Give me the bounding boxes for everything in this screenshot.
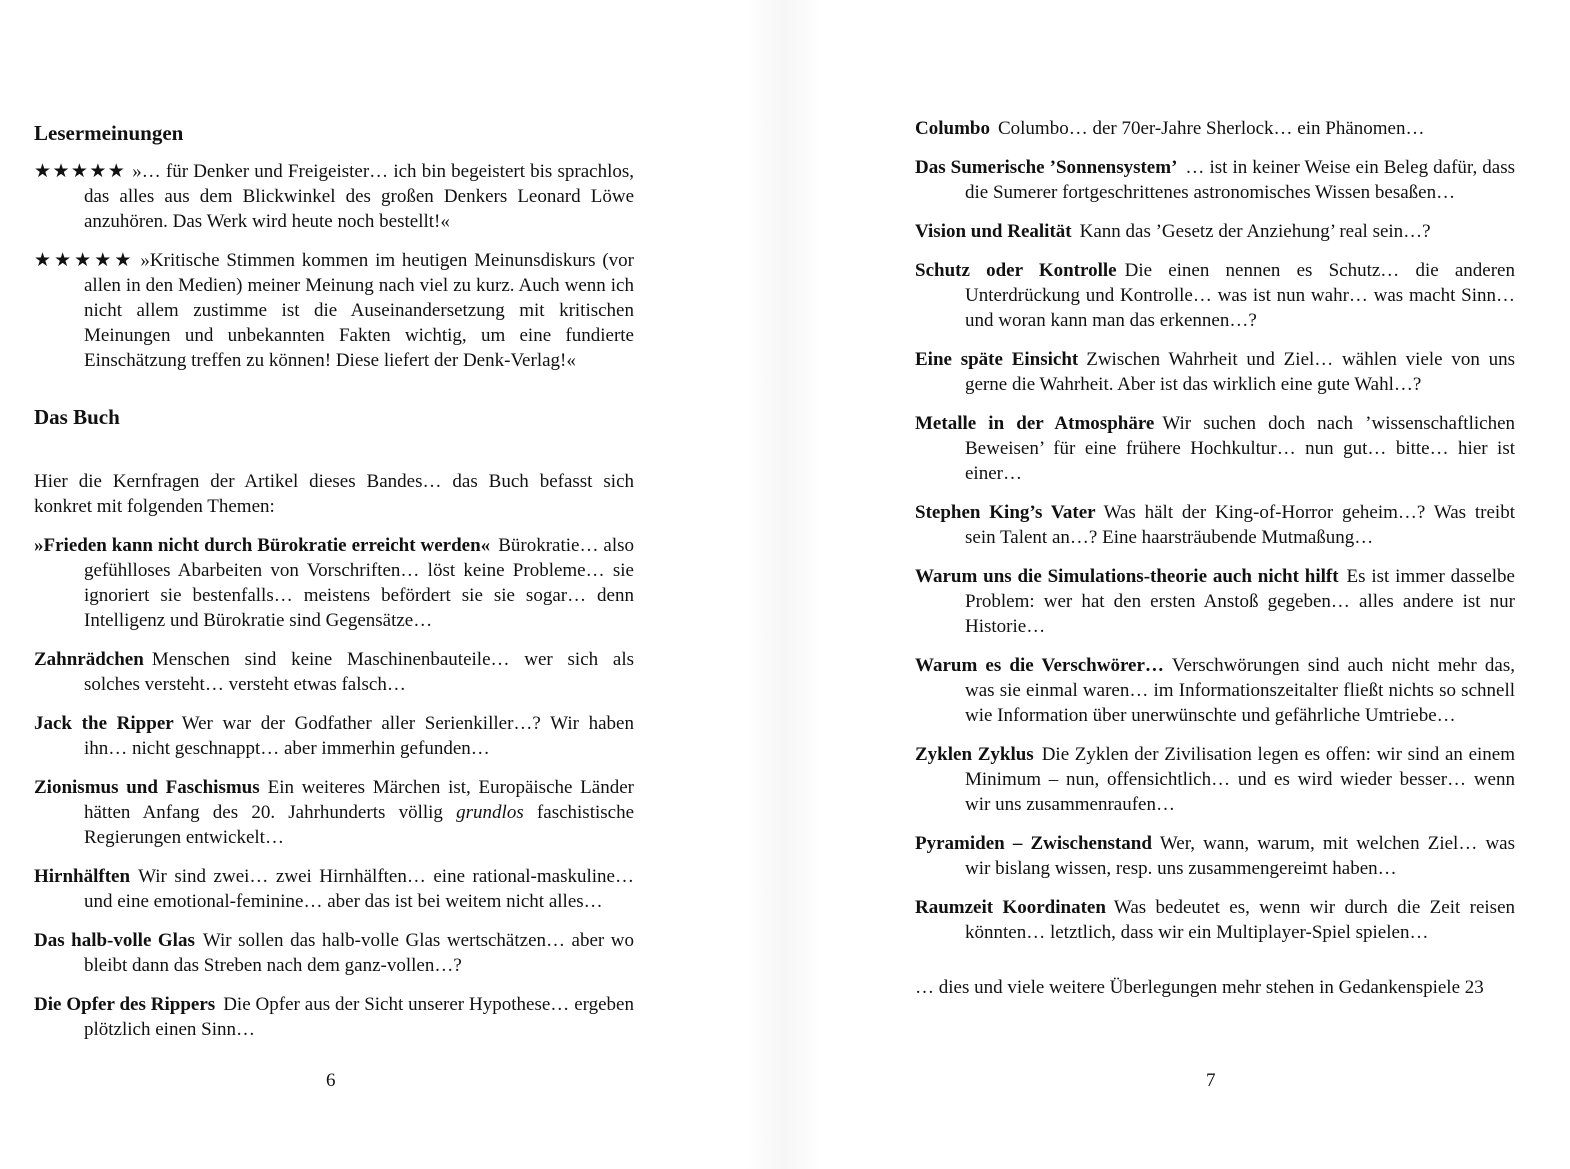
right-page-content <box>915 116 1515 1019</box>
topic-title: »Frieden kann nicht durch Bürokratie erreicht werden« <box>34 535 491 556</box>
topic-entry <box>915 500 1515 550</box>
topic-text-start: Ein weiteres Märchen ist, Europäische Länder hätten Anfang des 20. Jahrhunderts völlig <box>84 777 634 823</box>
topic-title: Metalle in der Atmosphäre <box>915 413 1155 434</box>
topic-text: Die Zyklen der Zivilisation legen es offen: wir sind an einem Minimum – nun, offensichtlich… und es wird wieder besser… wenn wir uns zusammenraufen… <box>965 744 1515 815</box>
topic-title: Das Sumerische ’Sonnensystem’ <box>915 157 1178 178</box>
topic-title: Vision und Realität <box>915 221 1072 242</box>
topic-text: … ist in keiner Weise ein Beleg dafür, dass die Sumerer fortgeschrittenes astronomisches Wissen besaßen… <box>965 157 1516 203</box>
topic-title: Raumzeit Koordinaten <box>915 897 1106 918</box>
topic-entry <box>915 155 1515 205</box>
review-text: »Kritische Stimmen kommen im heutigen Meinunsdiskurs (vor allen in den Medien) meiner Meinung nach viel zu kurz. Auch wenn ich nicht allem zustimme ist die Auseinandersetzung mit kritischen Meinungen und unbekannten Fakten wichtig, um eine fundierte Einschätzung treffen zu können! Diese liefert der Denk-Verlag!« <box>84 250 635 371</box>
topic-text: Bürokratie… also gefühlloses Abarbeiten von Vorschriften… löst keine Probleme… sie ignoriert sie bestenfalls… meistens befördert sie sie sogar… denn Intelligenz und Bürokratie sind Gegensätze… <box>84 535 635 631</box>
topic-text: Wir sind zwei… zwei Hirnhälften… eine rational-maskuline… und eine emotional-feminine… aber das ist bei weitem nicht alles… <box>84 866 634 912</box>
topic-text: Zwischen Wahrheit und Ziel… wählen viele von uns gerne die Wahrheit. Aber ist das wirklich eine gute Wahl…? <box>965 349 1515 395</box>
reviews-heading: Lesermeinungen <box>34 121 184 145</box>
topic-title: Warum es die Verschwörer… <box>915 655 1164 676</box>
topic-entry <box>915 564 1515 639</box>
book-intro: Hier die Kernfragen der Artikel dieses Bandes… das Buch befasst sich konkret mit folgenden Themen: <box>34 471 634 517</box>
topic-text-emphasis: grundlos <box>456 802 524 823</box>
topic-title: Zahnrädchen <box>34 649 144 670</box>
topic-title: Stephen King’s Vater <box>915 502 1096 523</box>
topic-entry <box>915 895 1515 945</box>
star-rating-icon: ★★★★★ <box>34 250 135 271</box>
page-number-left: 6 <box>326 1070 336 1091</box>
topic-text: Die einen nennen es Schutz… die anderen Unterdrückung und Kontrolle… was ist nun wahr… was macht Sinn… und woran kann man das erkennen…? <box>965 260 1515 331</box>
topic-text: Was hält der King-of-Horror geheim…? Was treibt sein Talent an…? Eine haarsträubende Mutmaßung… <box>965 502 1515 548</box>
topic-entry <box>34 864 634 914</box>
right-page <box>784 0 1570 1169</box>
topic-entry <box>34 647 634 697</box>
topic-title: Jack the Ripper <box>34 713 174 734</box>
topic-entry <box>915 831 1515 881</box>
topic-text-end: faschistische Regierungen entwickelt… <box>84 802 635 848</box>
review-item <box>34 248 634 373</box>
topic-entry <box>34 992 634 1042</box>
topic-text: Was bedeutet es, wenn wir durch die Zeit reisen könnten… letztlich, dass wir ein Multiplayer-Spiel spielen… <box>965 897 1515 943</box>
review-item <box>34 159 634 234</box>
topic-text: Kann das ’Gesetz der Anziehung’ real sein…? <box>1079 221 1431 242</box>
topic-title: Pyramiden – Zwischenstand <box>915 833 1152 854</box>
topic-entry <box>915 653 1515 728</box>
topic-text: Verschwörungen sind auch nicht mehr das, was sie einmal waren… im Informationszeitalter fließt nichts so schnell wie Information über unerwünschte und gefährliche Umtriebe… <box>965 655 1515 726</box>
topic-title: Columbo <box>915 118 990 139</box>
topic-title: Zionismus und Faschismus <box>34 777 260 798</box>
topic-text: Es ist immer dasselbe Problem: wer hat den ersten Anstoß gegeben… alles andere ist nur Historie… <box>965 566 1515 637</box>
page-number-right: 7 <box>1206 1070 1216 1091</box>
topic-text: Wir suchen doch nach ’wissenschaftlichen Beweisen’ für eine frühere Hochkultur… nun gut… bitte… hier ist einer… <box>965 413 1515 484</box>
topic-entry <box>915 219 1515 244</box>
left-page-content <box>34 116 634 1056</box>
topic-entry <box>915 347 1515 397</box>
topic-title: Eine späte Einsicht <box>915 349 1079 370</box>
star-rating-icon: ★★★★★ <box>34 161 127 182</box>
topic-entry <box>34 711 634 761</box>
topic-title: Warum uns die Simulations-theorie auch nicht hilft <box>915 566 1339 587</box>
topic-text: Columbo… der 70er-Jahre Sherlock… ein Phänomen… <box>997 118 1425 139</box>
topic-title: Zyklen Zyklus <box>915 744 1034 765</box>
topic-text: Wir sollen das halb-volle Glas wertschätzen… aber wo bleibt dann das Streben nach dem ganz-vollen…? <box>84 930 634 976</box>
topic-text: Die Opfer aus der Sicht unserer Hypothese… ergeben plötzlich einen Sinn… <box>84 994 634 1040</box>
topic-title: Die Opfer des Rippers <box>34 994 216 1015</box>
topic-entry <box>915 116 1515 141</box>
topic-text: Menschen sind keine Maschinenbauteile… wer sich als solches versteht… versteht etwas falsch… <box>84 649 634 695</box>
topic-entry <box>915 411 1515 486</box>
topic-entry <box>915 742 1515 817</box>
topic-entry <box>34 533 634 633</box>
topic-entry <box>34 928 634 978</box>
topic-entry <box>915 258 1515 333</box>
topic-title: Hirnhälften <box>34 866 131 887</box>
topic-title: Das halb-volle Glas <box>34 930 195 951</box>
topic-text: Wer, wann, warum, mit welchen Ziel… was wir bislang wissen, resp. uns zusammengereimt haben… <box>965 833 1515 879</box>
book-heading: Das Buch <box>34 405 120 429</box>
closing-note: … dies und viele weitere Überlegungen mehr stehen in Gedankenspiele 23 <box>915 977 1484 998</box>
topic-text: Wer war der Godfather aller Serienkiller…? Wir haben ihn… nicht geschnappt… aber immerhin gefunden… <box>84 713 634 759</box>
topic-entry <box>34 775 634 850</box>
topic-title: Schutz oder Kontrolle <box>915 260 1117 281</box>
left-page <box>0 0 784 1169</box>
review-text: »… für Denker und Freigeister… ich bin begeistert bis sprachlos, das alles aus dem Blickwinkel des großen Denkers Leonard Löwe anzuhören. Das Werk wird heute noch bestellt!« <box>84 161 634 232</box>
